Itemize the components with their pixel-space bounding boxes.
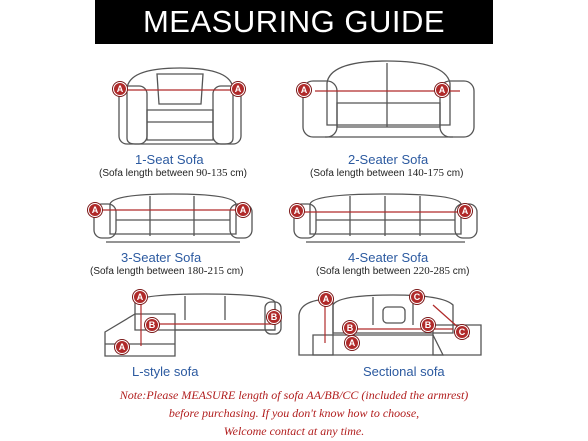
marker-a-right: A (435, 83, 449, 97)
range-value: 90-135 (196, 167, 228, 179)
marker-c-top: C (410, 290, 424, 304)
four-seater-sofa-illustration (288, 190, 483, 248)
marker-a-bottom: A (345, 336, 359, 350)
range-unit: cm) (226, 266, 244, 277)
note-line-2: before purchasing. If you don't know how to choose, (168, 406, 420, 420)
marker-b-right: B (267, 310, 281, 324)
sofa-name: 3-Seater Sofa (121, 250, 202, 265)
sofa-name: Sectional sofa (363, 364, 445, 379)
sectional-sofa-panel (293, 285, 488, 382)
marker-a-right: A (231, 82, 245, 96)
range-prefix: (Sofa length between (99, 168, 194, 179)
marker-b-right: B (421, 318, 435, 332)
marker-a-right: A (236, 203, 250, 217)
marker-c-bottom: C (455, 325, 469, 339)
range-value: 140-175 (407, 167, 444, 179)
three-seater-sofa-panel (88, 190, 258, 280)
note-line-3: Welcome contact at any time. (223, 424, 365, 438)
marker-a-right: A (458, 204, 472, 218)
marker-a-top: A (133, 290, 147, 304)
range-unit: cm) (446, 168, 464, 179)
sofa-range (310, 167, 463, 179)
sofa-name: 4-Seater Sofa (348, 250, 429, 265)
one-seat-sofa-illustration (105, 60, 255, 150)
range-unit: cm) (452, 266, 470, 277)
sofa-range (90, 265, 243, 277)
marker-a-top: A (319, 292, 333, 306)
two-seater-sofa-illustration (295, 55, 480, 150)
sofa-name: 1-Seat Sofa (135, 152, 204, 167)
four-seater-sofa-panel (288, 190, 483, 280)
sofa-range (316, 265, 469, 277)
marker-b-left: B (343, 321, 357, 335)
sofa-range (99, 167, 247, 179)
marker-a-left: A (297, 83, 311, 97)
one-seat-sofa-panel (99, 60, 255, 180)
marker-a-left: A (290, 204, 304, 218)
sofa-name: L-style sofa (132, 364, 199, 379)
range-value: 180-215 (187, 265, 224, 277)
marker-a-bottom: A (115, 340, 129, 354)
range-prefix: (Sofa length between (90, 266, 185, 277)
l-style-sofa-panel (95, 290, 285, 382)
range-prefix: (Sofa length between (316, 266, 411, 277)
range-value: 220-285 (413, 265, 450, 277)
marker-a-left: A (88, 203, 102, 217)
sofa-name: 2-Seater Sofa (348, 152, 429, 167)
two-seater-sofa-panel (295, 55, 480, 180)
note-line-1: Note:Please MEASURE length of sofa AA/BB/CC (included the armrest) (119, 388, 469, 402)
range-prefix: (Sofa length between (310, 168, 405, 179)
marker-b-left: B (145, 318, 159, 332)
marker-a-left: A (113, 82, 127, 96)
page-title: MEASURING GUIDE (95, 0, 493, 44)
range-unit: cm) (230, 168, 247, 179)
three-seater-sofa-illustration (88, 190, 258, 248)
